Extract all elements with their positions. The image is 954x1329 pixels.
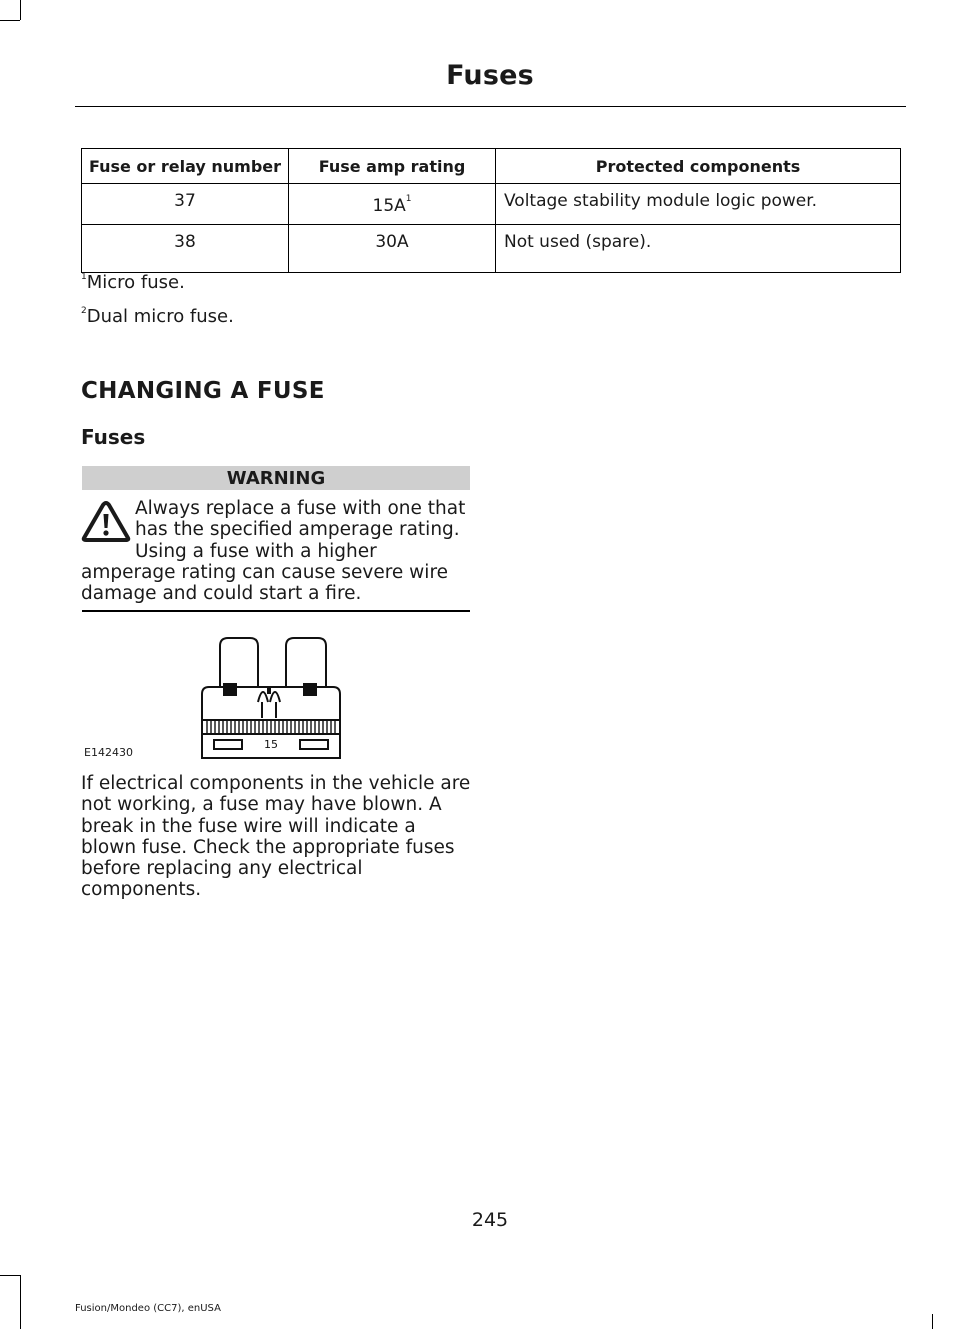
footnote-marker: 2 xyxy=(81,306,87,316)
amp-rating-cell: 30A xyxy=(289,225,496,273)
amp-rating-cell xyxy=(289,184,496,225)
table-header-row xyxy=(82,149,901,184)
column-header: Fuse amp rating xyxy=(289,149,496,184)
page-number: 245 xyxy=(471,1209,509,1231)
footnote-marker: 1 xyxy=(405,194,412,204)
column-header: Protected components xyxy=(496,149,901,184)
crop-mark xyxy=(0,1275,20,1276)
table-row xyxy=(82,184,901,225)
fuse-number-cell: 37 xyxy=(82,184,289,225)
crop-mark xyxy=(20,1275,21,1329)
title-divider xyxy=(75,106,906,107)
section-heading: CHANGING A FUSE xyxy=(81,378,325,404)
crop-mark xyxy=(20,0,21,20)
crop-mark xyxy=(0,20,20,21)
warning-text: Always replace a fuse with one that has the specified amperage rating. Using a fuse with a higher amperage rating can cause severe wire damage and could start a fire. xyxy=(81,498,466,605)
fuse-number-cell: 38 xyxy=(82,225,289,273)
footnote-text: Micro fuse. xyxy=(86,272,185,293)
fuse-table xyxy=(81,148,901,273)
table-row xyxy=(82,225,901,273)
amp-rating-value: 15A xyxy=(372,196,406,216)
warning-divider xyxy=(82,610,470,612)
column-header: Fuse or relay number xyxy=(82,149,289,184)
fuse-rating-label: 15 xyxy=(264,738,278,751)
warning-text-block xyxy=(81,498,473,604)
footnote xyxy=(81,306,234,327)
figure-id: E142430 xyxy=(84,746,133,759)
page-title: Fuses xyxy=(446,60,534,91)
component-cell: Not used (spare). xyxy=(496,225,901,273)
warning-label: WARNING xyxy=(82,466,470,490)
footer-text: Fusion/Mondeo (CC7), enUSA xyxy=(75,1303,221,1314)
footnote-text: Dual micro fuse. xyxy=(86,306,234,327)
body-paragraph: If electrical components in the vehicle are not working, a fuse may have blown. A break in the fuse wire will indicate a blown fuse. Check the appropriate fuses before replacing any electrical components. xyxy=(81,773,471,901)
fuse-illustration xyxy=(150,632,460,762)
footnote xyxy=(81,272,185,293)
subsection-heading: Fuses xyxy=(81,425,146,449)
crop-mark xyxy=(932,1314,933,1329)
component-cell: Voltage stability module logic power. xyxy=(496,184,901,225)
footnote-marker: 1 xyxy=(81,272,87,282)
